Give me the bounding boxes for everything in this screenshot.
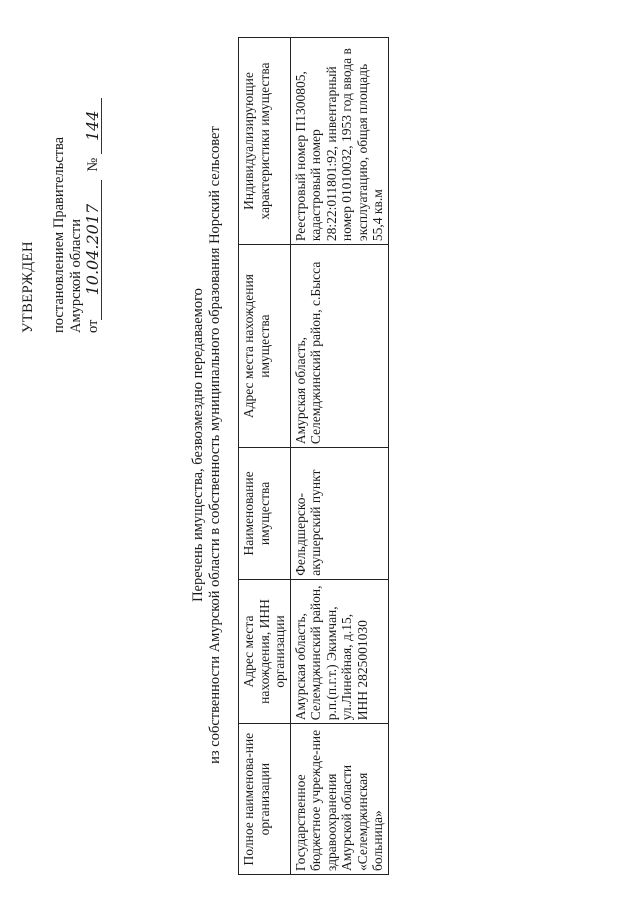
header-property-address: Адрес места нахождения имущества (239, 245, 291, 448)
approval-heading: УТВЕРЖДЕН (20, 241, 36, 333)
cell-org-address: Амурская область, Селемджинский район, р.п.(п.г.т.) Экимчан, ул.Линейная, д.15, ИНН 2825001030 (290, 579, 388, 724)
header-org-name: Полное наименова-ние организации (239, 724, 291, 875)
handwritten-number: 144 (85, 98, 102, 154)
cell-property-address: Амурская область, Селемджинский район, с.Бысса (290, 245, 388, 448)
approval-stamp (20, 13, 102, 333)
header-org-address: Адрес места нахождения, ИНН организации (239, 579, 291, 724)
title-line-2: из собственности Амурской области в собственность муниципального образования Норский сельсовет (207, 126, 223, 764)
cell-property-name: Фельдшерско-акушерский пункт (290, 448, 388, 580)
table-header-row (239, 38, 291, 875)
handwritten-date: 10.04.2017 (85, 180, 102, 320)
number-label: № (85, 157, 101, 172)
title-line-1: Перечень имущества, безвозмездно передаваемого (190, 288, 206, 602)
from-label: от (85, 319, 101, 333)
approval-line-1: постановлением Правительства (51, 136, 67, 333)
header-property-name: Наименование имущества (239, 448, 291, 580)
property-table (238, 37, 389, 875)
cell-characteristics: Реестровый номер П1300805, кадастровый номер 28:22:011801:92, инвентарный номер 01010032, 1953 год ввода в эксплуатацию, общая площадь 55,4 кв.м (290, 38, 388, 245)
table-row (290, 38, 388, 875)
header-characteristics: Индивидуализирующие характеристики имущества (239, 38, 291, 245)
approval-line-2: Амурской области (68, 219, 84, 333)
document-title (190, 25, 224, 865)
cell-org-name: Государственное бюджетное учрежде-ние здравоохранения Амурской области «Селемджинская больница» (290, 724, 388, 875)
approval-date-number-line (85, 13, 102, 333)
